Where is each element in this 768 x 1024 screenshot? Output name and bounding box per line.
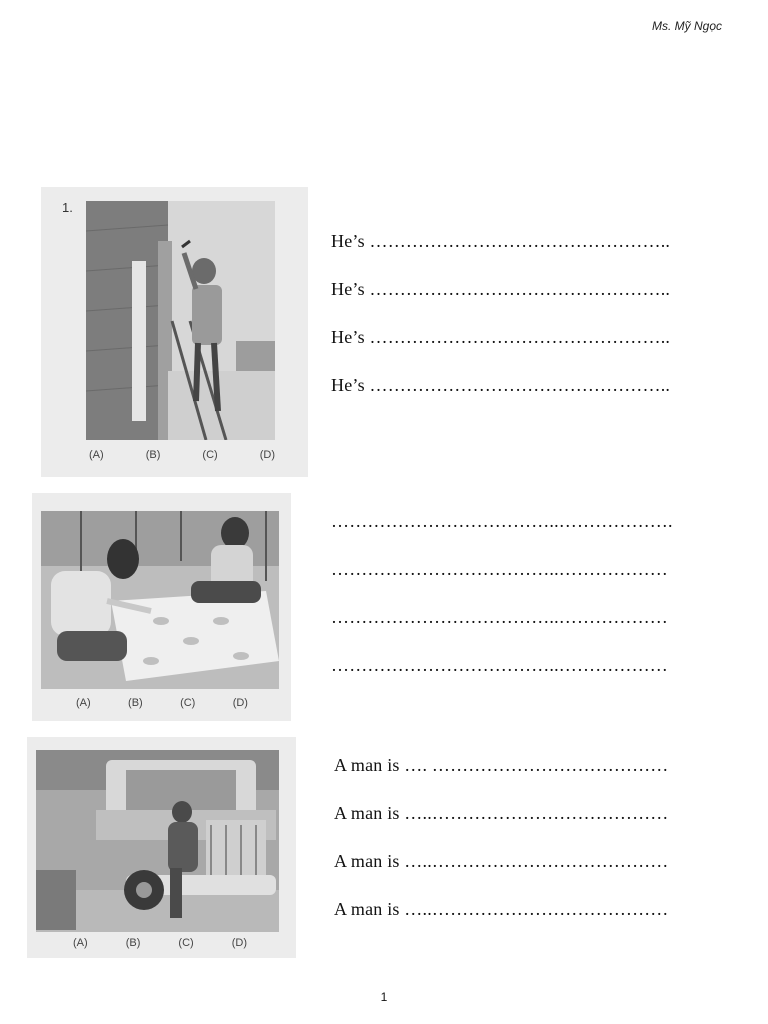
answer-line[interactable]: He’s ………………………………………….. [331, 375, 671, 395]
answer-line[interactable]: ………………………………..……………… [331, 655, 668, 675]
answer-line[interactable]: He’s ………………………………………….. [331, 327, 671, 347]
answer-line[interactable]: He’s ………………………………………….. [331, 279, 671, 299]
choice-b: (B) [125, 937, 141, 949]
page-number: 1 [380, 990, 388, 1004]
answer-lines-1 [331, 217, 670, 409]
answer-choices [89, 449, 275, 461]
choice-d: (D) [259, 449, 275, 461]
answer-lines-3 [334, 741, 669, 933]
choice-c: (C) [180, 697, 196, 709]
answer-choices [73, 937, 247, 949]
choice-d: (D) [231, 937, 247, 949]
question-number: 1. [62, 200, 73, 215]
choice-d: (D) [232, 697, 248, 709]
photo-man-repairing-truck [36, 750, 279, 932]
answer-line[interactable]: ………………………………..……………… [331, 559, 668, 579]
photo-card-3 [27, 737, 296, 958]
choice-b: (B) [145, 449, 161, 461]
answer-lines-2 [331, 497, 673, 689]
photo-women-on-floor [41, 511, 279, 689]
choice-a: (A) [73, 937, 88, 949]
answer-line[interactable]: A man is …..………………………………… [334, 851, 669, 871]
choice-a: (A) [89, 449, 104, 461]
answer-line[interactable]: A man is …..………………………………… [334, 899, 669, 919]
answer-line[interactable]: ………………………………..……………… [331, 607, 668, 627]
choice-c: (C) [178, 937, 194, 949]
answer-line[interactable]: He’s ………………………………………….. [331, 231, 671, 251]
choice-a: (A) [76, 697, 91, 709]
photo-card-1 [41, 187, 308, 477]
choice-c: (C) [202, 449, 218, 461]
answer-line[interactable]: A man is …..………………………………… [334, 803, 669, 823]
photo-man-on-ladder [86, 201, 275, 440]
choice-b: (B) [128, 697, 143, 709]
photo-card-2 [32, 493, 291, 721]
author-name: Ms. Mỹ Ngọc [651, 19, 722, 33]
answer-choices [76, 697, 248, 709]
answer-line[interactable]: A man is …. ………………………………… [334, 755, 669, 775]
answer-line[interactable]: ………………………………..………………. [331, 511, 673, 531]
